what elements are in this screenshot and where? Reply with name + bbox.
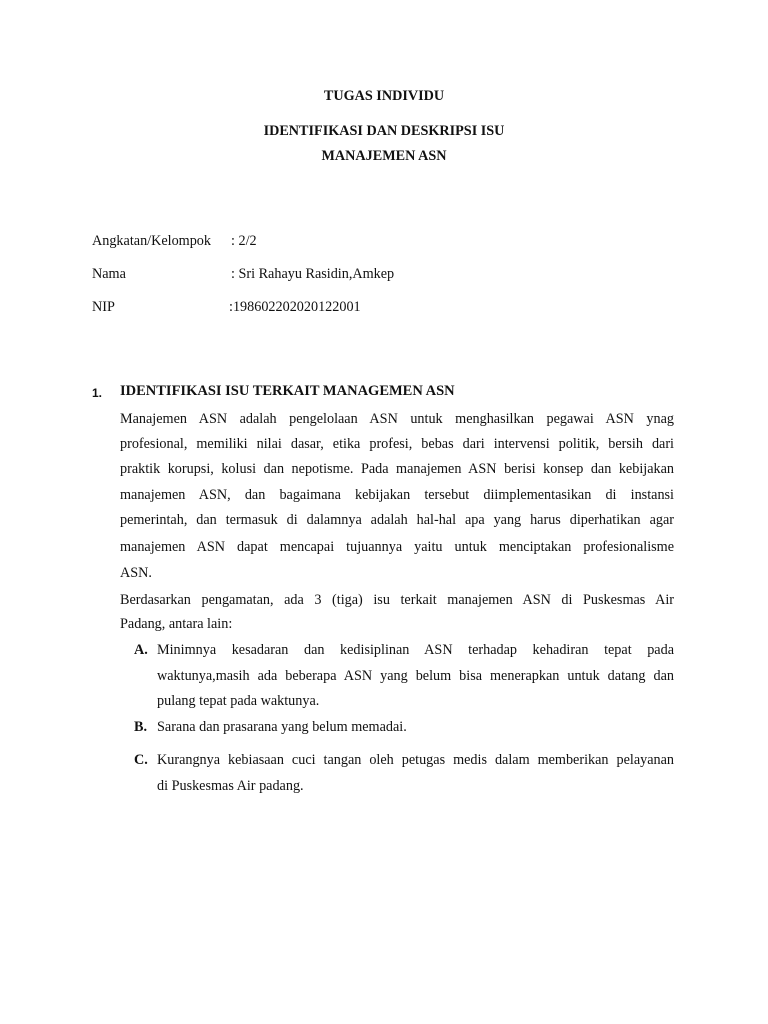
list-item-a-line: waktunya,masih ada beberapa ASN yang belum bisa menerapkan untuk datang dan: [157, 668, 674, 684]
para2-line: Padang, antara lain:: [120, 616, 233, 632]
para1-line: manajemen ASN dapat mencapai tujuannya yaitu untuk menciptakan profesionalisme: [120, 539, 674, 555]
list-item-a-line: pulang tepat pada waktunya.: [157, 693, 320, 709]
para1-line: manajemen ASN, dan bagaimana kebijakan tersebut diimplementasikan di instansi: [120, 487, 674, 503]
angkatan-label: Angkatan/Kelompok: [92, 233, 211, 249]
list-item-c-line: di Puskesmas Air padang.: [157, 778, 304, 794]
para1-line: pemerintah, dan termasuk di dalamnya adalah hal-hal apa yang harus diperhatikan agar: [120, 512, 674, 528]
nip-value: :198602202020122001: [229, 299, 361, 315]
list-marker-c: C.: [134, 752, 148, 768]
list-marker-b: B.: [134, 719, 148, 735]
nip-label: NIP: [92, 299, 115, 315]
angkatan-value: : 2/2: [231, 233, 257, 249]
para1-line: ASN.: [120, 565, 152, 581]
list-item-a-line: Minimnya kesadaran dan kedisiplinan ASN terhadap kehadiran tepat pada: [157, 642, 674, 658]
title-line-1: TUGAS INDIVIDU: [323, 88, 445, 104]
list-marker-a: A.: [134, 642, 148, 658]
list-item-c-line: Kurangnya kebiasaan cuci tangan oleh petugas medis dalam memberikan pelayanan: [157, 752, 674, 768]
title-line-3: MANAJEMEN ASN: [321, 148, 447, 164]
para1-line: Manajemen ASN adalah pengelolaan ASN untuk menghasilkan pegawai ASN ynag: [120, 411, 674, 427]
list-item-b-line: Sarana dan prasarana yang belum memadai.: [157, 719, 407, 735]
section-title: IDENTIFIKASI ISU TERKAIT MANAGEMEN ASN: [120, 383, 455, 399]
title-line-2: IDENTIFIKASI DAN DESKRIPSI ISU: [263, 123, 505, 139]
nama-label: Nama: [92, 266, 126, 282]
section-number: 1.: [92, 386, 103, 400]
para1-line: profesional, memiliki nilai dasar, etika profesi, bebas dari intervensi politik, bersih dari: [120, 436, 674, 452]
para2-line: Berdasarkan pengamatan, ada 3 (tiga) isu terkait manajemen ASN di Puskesmas Air: [120, 592, 674, 608]
nama-value: : Sri Rahayu Rasidin,Amkep: [231, 266, 395, 282]
para1-line: praktik korupsi, kolusi dan nepotisme. Pada manajemen ASN berisi konsep dan kebijakan: [120, 461, 674, 477]
